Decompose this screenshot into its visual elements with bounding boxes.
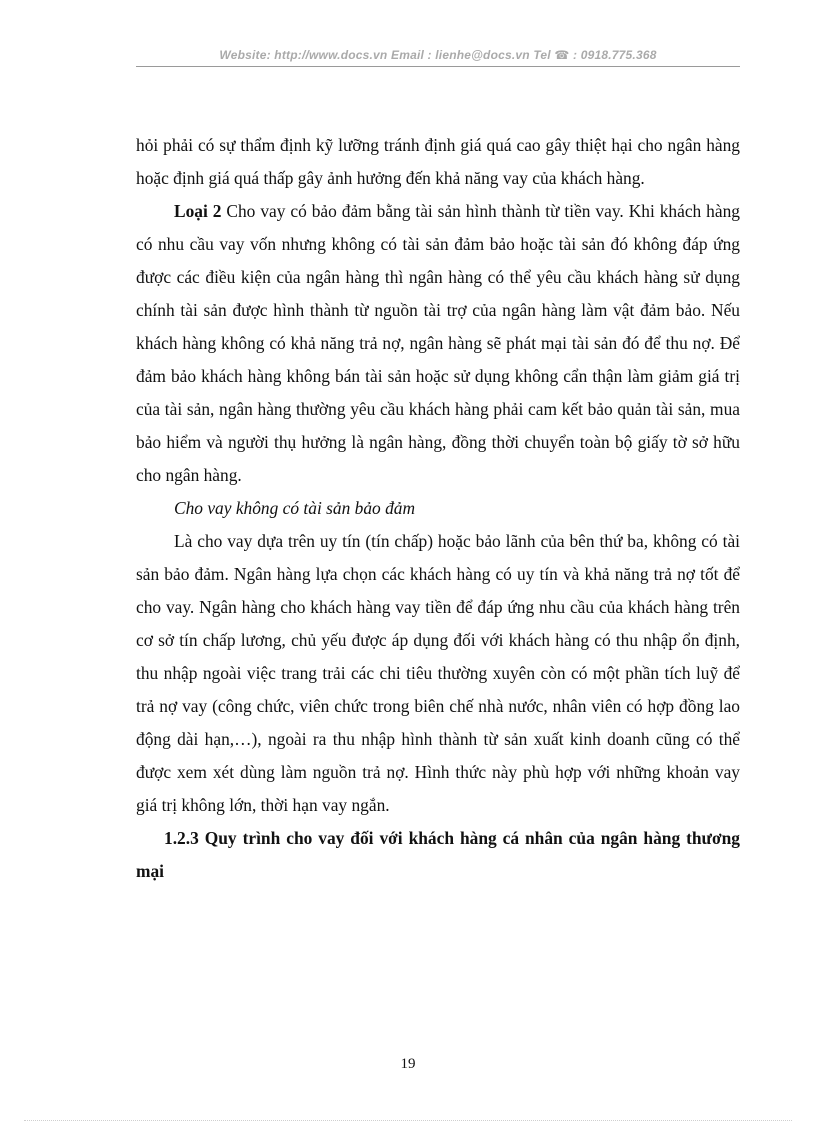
page-bottom-border [24, 1120, 792, 1121]
paragraph-loan-type-2 [136, 195, 740, 492]
paragraph-unsecured-loan: Là cho vay dựa trên uy tín (tín chấp) hoặc bảo lãnh của bên thứ ba, không có tài sản bảo đảm. Ngân hàng lựa chọn các khách hàng có uy tín và khả năng trả nợ tốt để cho vay. Ngân hàng cho khách hàng vay tiền để đáp ứng nhu cầu của khách hàng trên cơ sở tín chấp lương, chủ yếu được áp dụng đối với khách hàng có thu nhập ổn định, thu nhập ngoài việc trang trải các chi tiêu thường xuyên còn có một phần tích luỹ để trả nợ vay (công chức, viên chức trong biên chế nhà nước, nhân viên có hợp đồng lao động dài hạn,…), ngoài ra thu nhập hình thành từ sản xuất kinh doanh cũng có thể được xem xét dùng làm nguồn trả nợ. Hình thức này phù hợp với những khoản vay giá trị không lớn, thời hạn vay ngắn. [136, 531, 740, 815]
page-header: Website: http://www.docs.vn Email : lienhe@docs.vn Tel ☎ : 0918.775.368 [219, 48, 657, 62]
header-divider [136, 66, 740, 67]
page-number: 19 [400, 1056, 416, 1072]
document-body [136, 129, 740, 888]
section-heading: 1.2.3 Quy trình cho vay đối với khách hàng cá nhân của ngân hàng thương mại [136, 828, 740, 881]
paragraph-continuation: hỏi phải có sự thẩm định kỹ lưỡng tránh định giá quá cao gây thiệt hại cho ngân hàng hoặc định giá quá thấp gây ảnh hưởng đến khả năng vay của khách hàng. [136, 135, 740, 188]
subheading-unsecured-loan: Cho vay không có tài sản bảo đảm [174, 498, 416, 518]
loan-type-label: Loại 2 [174, 201, 222, 221]
loan-type-2-text: Cho vay có bảo đảm bằng tài sản hình thành từ tiền vay. Khi khách hàng có nhu cầu vay vốn nhưng không có tài sản đảm bảo hoặc tài sản đó không đáp ứng được các điều kiện của ngân hàng thì ngân hàng có thể yêu cầu khách hàng sử dụng chính tài sản được hình thành từ nguồn tài trợ của ngân hàng làm vật đảm bảo. Nếu khách hàng không có khả năng trả nợ, ngân hàng sẽ phát mại tài sản đó để thu nợ. Để đảm bảo khách hàng không bán tài sản hoặc sử dụng không cẩn thận làm giảm giá trị của tài sản, ngân hàng thường yêu cầu khách hàng phải cam kết bảo quản tài sản, mua bảo hiểm và người thụ hưởng là ngân hàng, đồng thời chuyển toàn bộ giấy tờ sở hữu cho ngân hàng. [136, 201, 740, 485]
